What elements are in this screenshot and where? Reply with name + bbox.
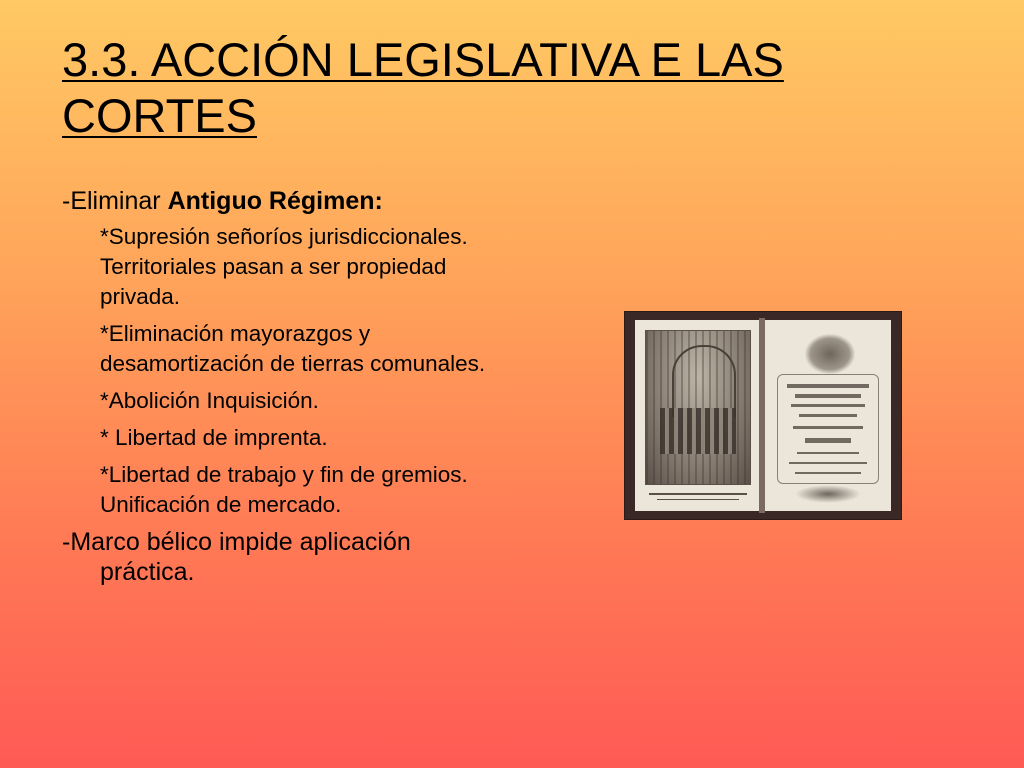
title-page-line-8 <box>789 462 867 464</box>
subbullet-mayorazgos: *Eliminación mayorazgos y desamortización de tierras comunales. <box>100 321 486 376</box>
title-page-line-7 <box>797 452 859 454</box>
book-title-page <box>765 320 891 511</box>
subbullet-inquisicion: *Abolición Inquisición. <box>100 388 319 413</box>
subbullet-imprenta: * Libertad de imprenta. <box>100 425 328 450</box>
title-page-line-4 <box>799 414 857 417</box>
engraving-arch <box>672 345 736 417</box>
title-page-line-5 <box>793 426 863 429</box>
slide-title-line-1: 3.3. ACCIÓN LEGISLATIVA E LAS <box>62 33 784 86</box>
book-left-page <box>635 320 759 511</box>
slide-title <box>62 32 982 144</box>
title-page-ornament <box>795 485 861 503</box>
title-page-line-2 <box>795 394 861 398</box>
title-page-line-1 <box>787 384 869 388</box>
constitution-book-image <box>625 312 901 519</box>
frontispiece-engraving <box>645 330 751 485</box>
title-page-line-3 <box>791 404 865 407</box>
engraving-figures <box>660 408 736 454</box>
bullet-list <box>62 186 502 593</box>
caption-line-1 <box>649 493 747 495</box>
title-page-cartouche <box>777 374 879 484</box>
bullet-eliminar <box>62 186 502 216</box>
slide-title-line-2: CORTES <box>62 89 257 142</box>
title-page-line-6 <box>805 438 851 443</box>
bullet-eliminar-prefix: -Eliminar <box>62 187 168 215</box>
subbullet-trabajo: *Libertad de trabajo y fin de gremios. Unificación de mercado. <box>100 462 468 517</box>
subbullet-senorios: *Supresión señoríos jurisdiccionales. Territoriales pasan a ser propiedad privada. <box>100 224 468 309</box>
bullet-marco-belico: -Marco bélico impide aplicación práctica. <box>62 528 411 586</box>
title-page-emblem <box>805 334 855 374</box>
bullet-eliminar-bold: Antiguo Régimen: <box>167 187 383 215</box>
caption-line-2 <box>657 499 739 500</box>
title-page-line-9 <box>795 472 861 474</box>
